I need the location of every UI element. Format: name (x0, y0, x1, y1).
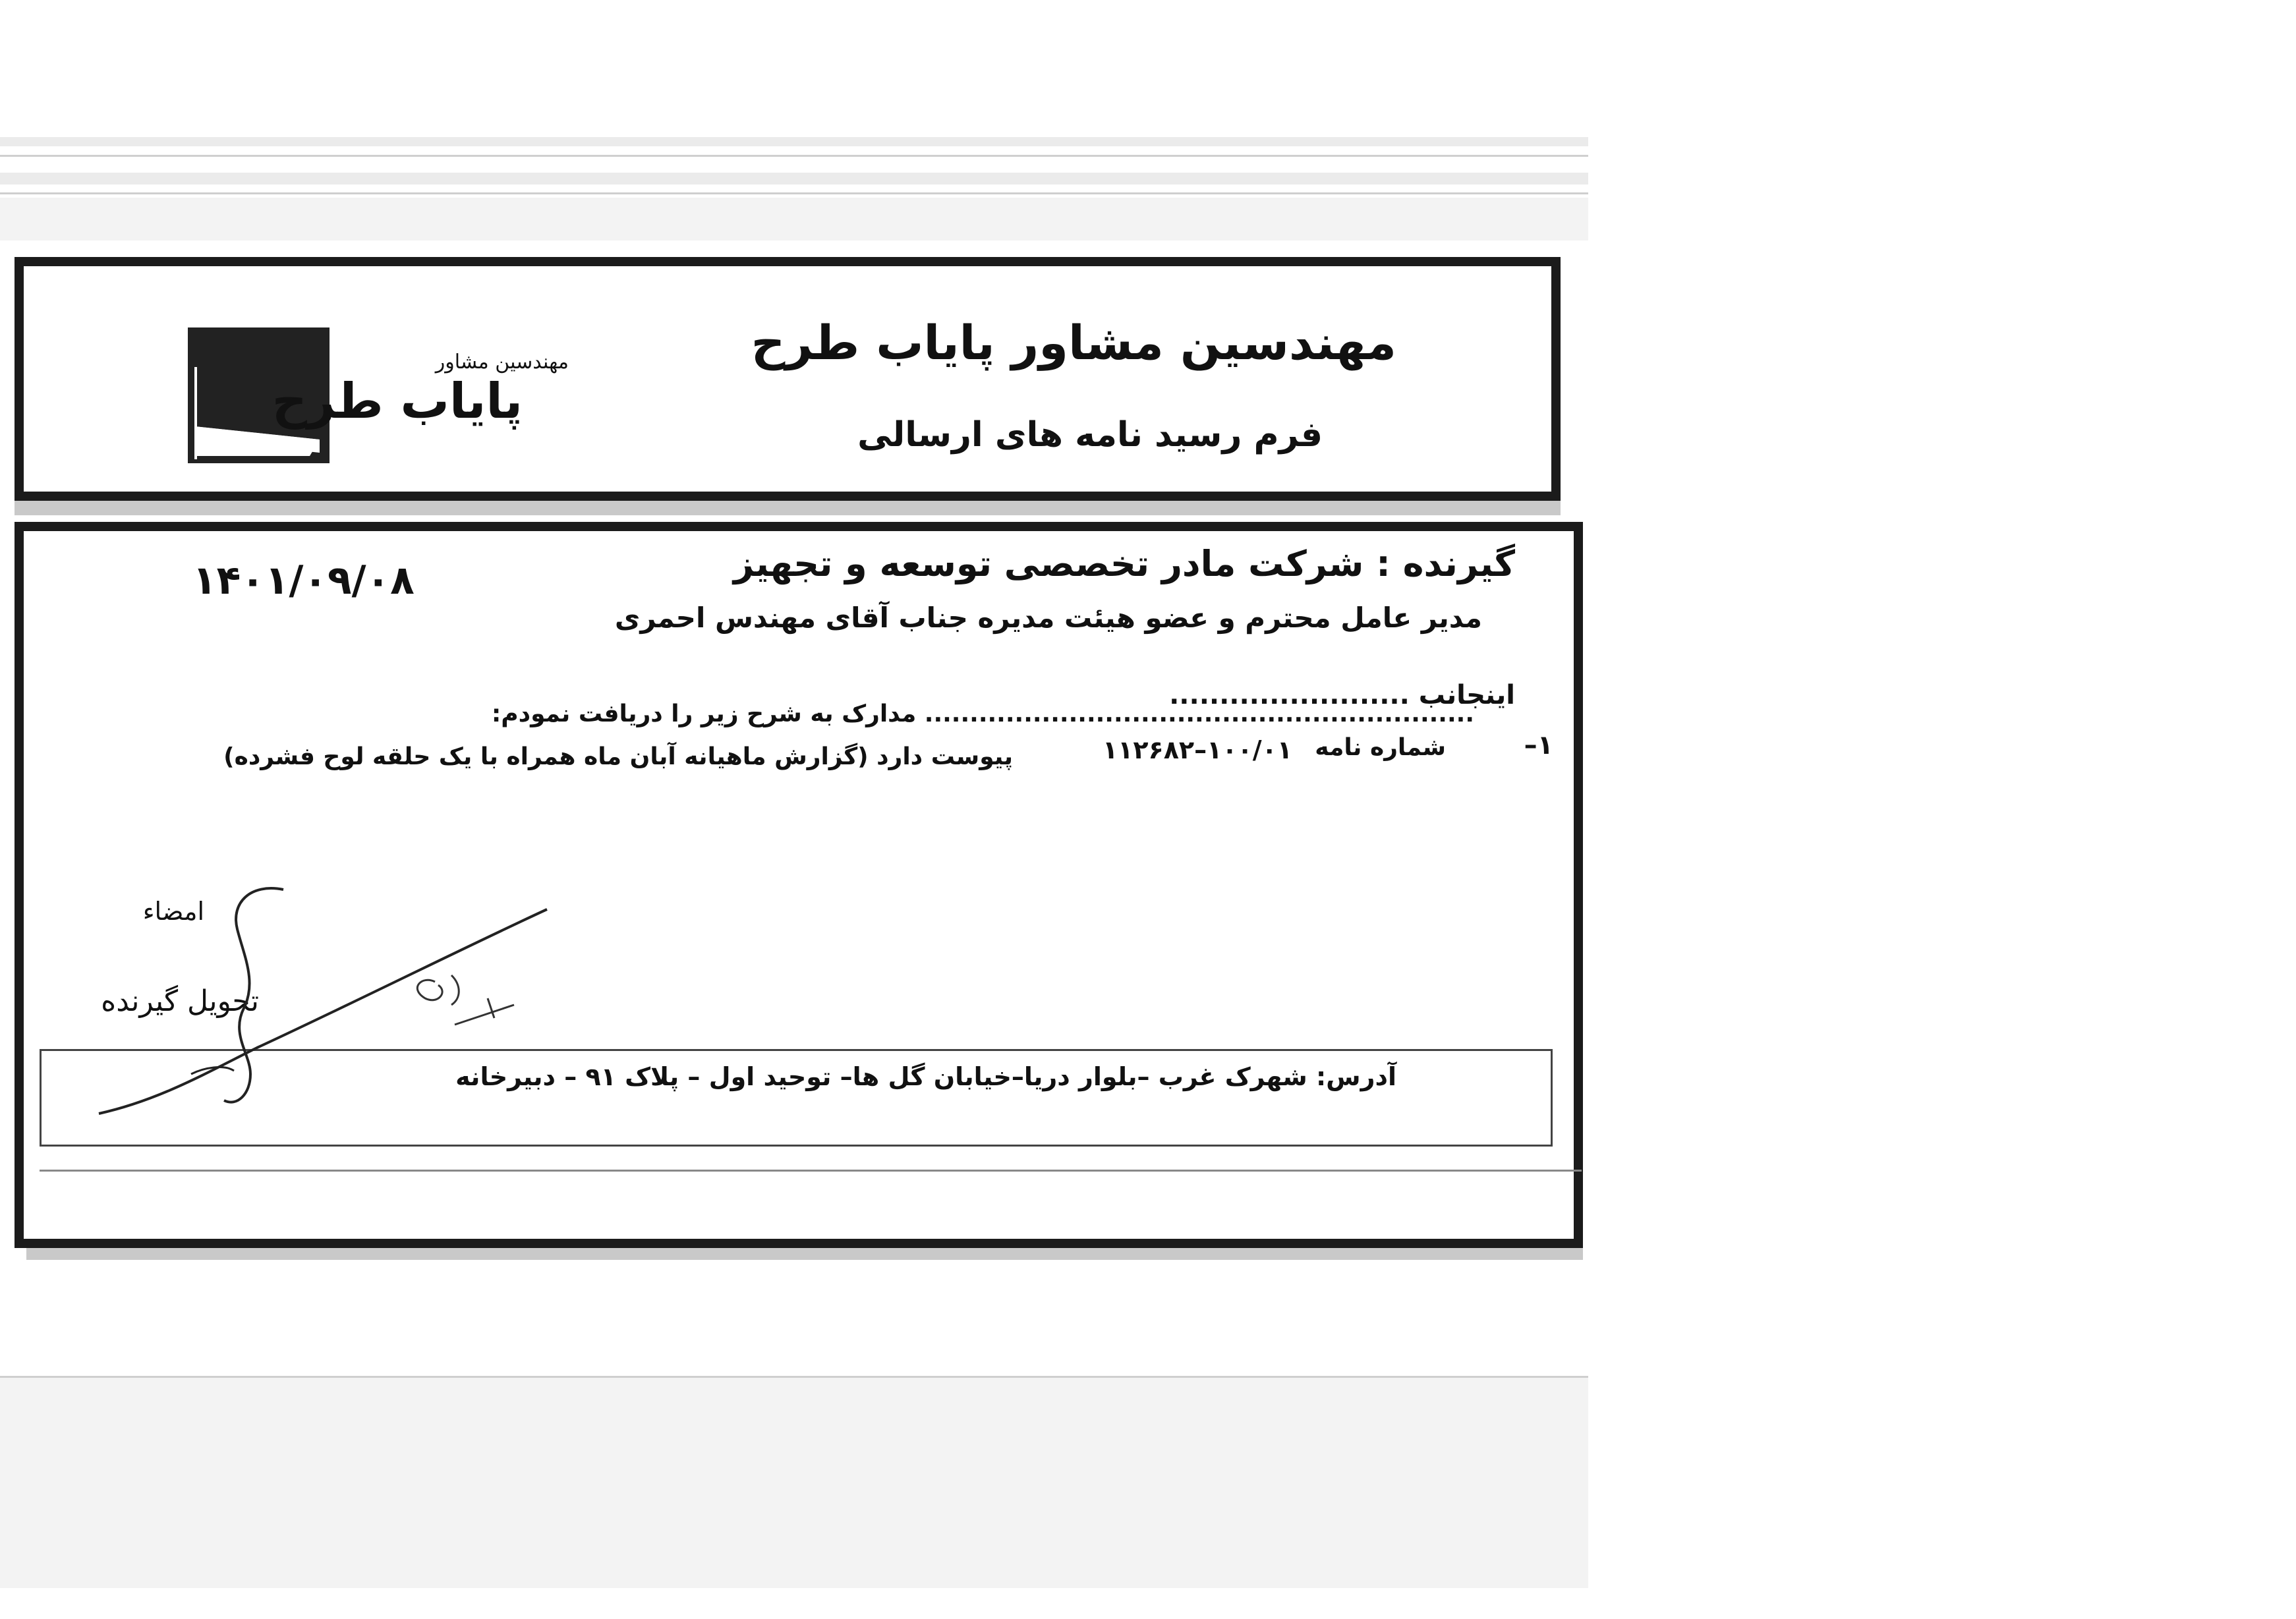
header-shadow (14, 501, 1561, 515)
scan-edge-top (0, 198, 1588, 241)
letter-date: ۱۴۰۱/۰۹/۰۸ (192, 557, 415, 604)
item-number: ۱– (1524, 730, 1553, 760)
address-text: آدرس: شهرک غرب –بلوار دریا–خیابان گل ها– توحید اول – پلاک ۹۱ – دبیرخانه (455, 1062, 1396, 1091)
body-shadow (26, 1248, 1583, 1260)
scan-line-top-1 (0, 155, 1588, 157)
sign-label: امضاء (142, 897, 204, 926)
scan-band-top (0, 137, 1588, 146)
letter-number-label: شماره نامه (1315, 734, 1446, 761)
scan-edge-bottom (0, 1377, 1588, 1588)
form-title: فرم رسید نامه های ارسالی (857, 415, 1323, 455)
intro-line-1: اینجانب ........................ (1169, 680, 1515, 710)
recipient-title: مدیر عامل محترم و عضو هیئت مدیره جناب آقای مهندس احمری (614, 602, 1482, 634)
company-name: مهندسین مشاور پایاب طرح (751, 315, 1396, 370)
receiver-label: تحویل گیرنده (101, 984, 259, 1018)
logo-text-small: مهندسین مشاور (435, 351, 569, 374)
handwritten-signature (92, 876, 567, 1127)
recipient-line: گیرنده : شرکت مادر تخصصی توسعه و تجهیز (733, 543, 1515, 584)
intro-line-2: ............................................................. مدارک به شرح زیر را دریافت نمودم: (491, 700, 1474, 727)
letter-number: ۱۰۰/۰۱–۱۱۲۶۸۲ (1102, 735, 1292, 764)
scan-line-bottom (0, 1376, 1588, 1378)
address-divider (40, 1170, 1582, 1172)
scan-line-top-2 (0, 192, 1588, 194)
logo-text-large: پایاب طرح (272, 373, 523, 430)
scan-band-top-2 (0, 173, 1588, 185)
attachment-description: پیوست دارد (گزارش ماهیانه آبان ماه همراه با یک حلقه لوح فشرده) (223, 743, 1013, 770)
